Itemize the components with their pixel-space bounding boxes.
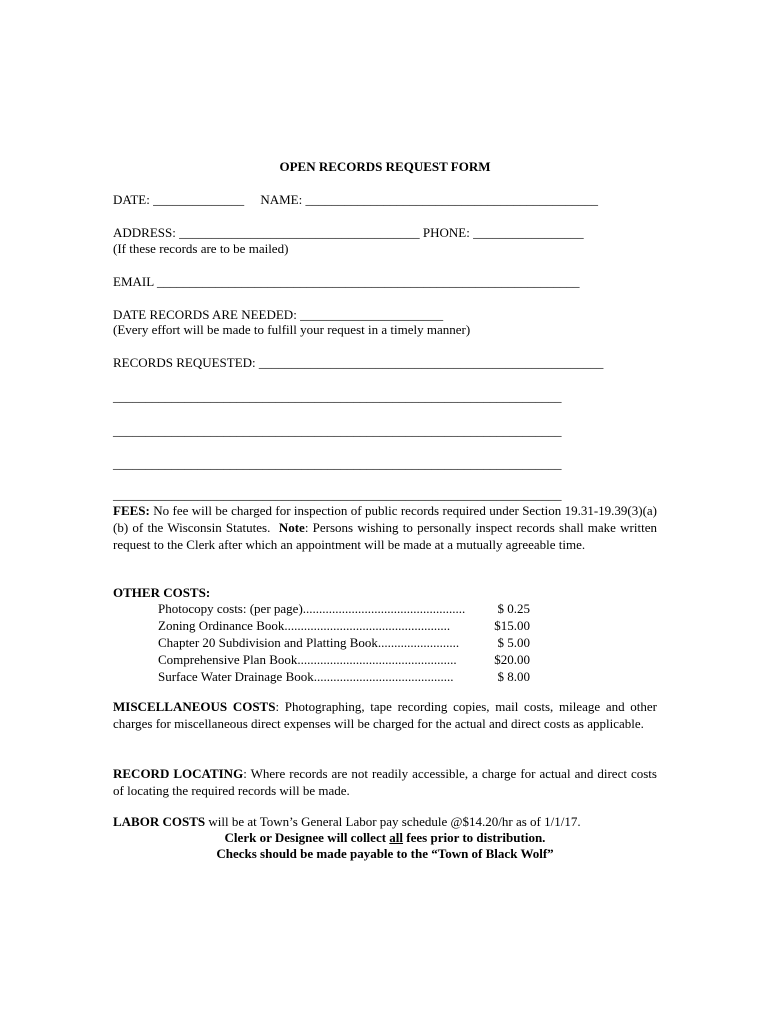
misc-costs-label: MISCELLANEOUS COSTS	[113, 699, 276, 714]
phone-label: PHONE:	[422, 225, 470, 240]
cost-amount: $15.00	[494, 618, 530, 633]
cost-row	[158, 600, 530, 617]
date-needed-note: (Every effort will be made to fulfill your request in a timely manner)	[113, 322, 471, 337]
date-field[interactable]: ______________	[153, 192, 245, 207]
other-costs-label: OTHER COSTS:	[113, 585, 211, 600]
collect-fees-text-a: Clerk or Designee will collect	[224, 830, 390, 845]
record-locating-paragraph	[113, 765, 657, 799]
cost-amount: $ 0.25	[497, 601, 530, 616]
cost-amount: $ 5.00	[497, 635, 530, 650]
cost-label: Surface Water Drainage Book...........................................	[158, 669, 454, 684]
record-locating-text: : Where records are not readily accessible, a charge for actual and direct costs of locating the required records will be made.	[113, 766, 657, 798]
cost-row	[158, 651, 530, 668]
address-field[interactable]: _____________________________________	[179, 225, 420, 240]
record-locating-label: RECORD LOCATING	[113, 766, 244, 781]
fees-text: No fee will be charged for inspection of public records required under Section 19.31-19.39(3)(a)(b) of the Wisconsin Statutes.	[113, 503, 658, 535]
payable-line: Checks should be made payable to the “Town of Black Wolf”	[216, 846, 554, 861]
record-line-3[interactable]: _____________________________________________________________________	[113, 456, 562, 471]
date-label: DATE:	[113, 192, 150, 207]
cost-label: Zoning Ordinance Book...................................................	[158, 618, 451, 633]
email-row	[113, 274, 579, 290]
cost-label: Comprehensive Plan Book.................................................	[158, 652, 457, 667]
cost-label: Photocopy costs: (per page)..................................................	[158, 601, 466, 616]
date-needed-label: DATE RECORDS ARE NEEDED:	[113, 307, 297, 322]
date-needed-field[interactable]: ______________________	[300, 307, 444, 322]
cost-amount: $ 8.00	[497, 669, 530, 684]
misc-costs-text: : Photographing, tape recording copies, mail costs, mileage and other charges for miscellaneous direct expenses will be charged for the actual and direct costs as applicable.	[113, 699, 657, 731]
collect-fees-text-b: fees prior to distribution.	[403, 830, 546, 845]
date-needed-row	[113, 307, 443, 323]
name-label: NAME:	[260, 192, 303, 207]
form-title: OPEN RECORDS REQUEST FORM	[279, 159, 491, 174]
fees-label: FEES:	[113, 503, 150, 518]
phone-field[interactable]: _________________	[473, 225, 584, 240]
collect-fees-line	[0, 830, 770, 846]
cost-row	[158, 668, 530, 685]
labor-costs-text: will be at Town’s General Labor pay schedule @$14.20/hr as of 1/1/17.	[205, 814, 581, 829]
name-field[interactable]: _____________________________________________	[305, 192, 598, 207]
address-note: (If these records are to be mailed)	[113, 241, 289, 256]
record-line-4[interactable]: _____________________________________________________________________	[113, 487, 562, 502]
address-phone-row	[113, 225, 584, 241]
labor-costs-line	[113, 814, 581, 830]
date-name-row	[113, 192, 598, 208]
records-requested-row	[113, 355, 603, 371]
cost-row	[158, 617, 530, 634]
labor-costs-label: LABOR COSTS	[113, 814, 206, 829]
email-label: EMAIL	[113, 274, 154, 289]
fees-note-text: : Persons wishing to personally inspect records shall make written request to the Clerk after which an appointment will be made at a mutually agreeable time.	[113, 520, 657, 552]
misc-costs-paragraph	[113, 698, 657, 732]
records-requested-field[interactable]: _____________________________________________________	[258, 355, 604, 370]
fees-paragraph	[113, 502, 657, 553]
records-requested-label: RECORDS REQUESTED:	[113, 355, 256, 370]
record-line-1[interactable]: _____________________________________________________________________	[113, 389, 562, 404]
cost-amount: $20.00	[494, 652, 530, 667]
cost-row	[158, 634, 530, 651]
fees-note-label: Note	[278, 520, 305, 535]
email-field[interactable]: _________________________________________________________________	[156, 274, 580, 289]
record-line-2[interactable]: _____________________________________________________________________	[113, 423, 562, 438]
address-label: ADDRESS:	[113, 225, 176, 240]
collect-fees-all: all	[389, 830, 404, 845]
cost-label: Chapter 20 Subdivision and Platting Book.........................	[158, 635, 460, 650]
